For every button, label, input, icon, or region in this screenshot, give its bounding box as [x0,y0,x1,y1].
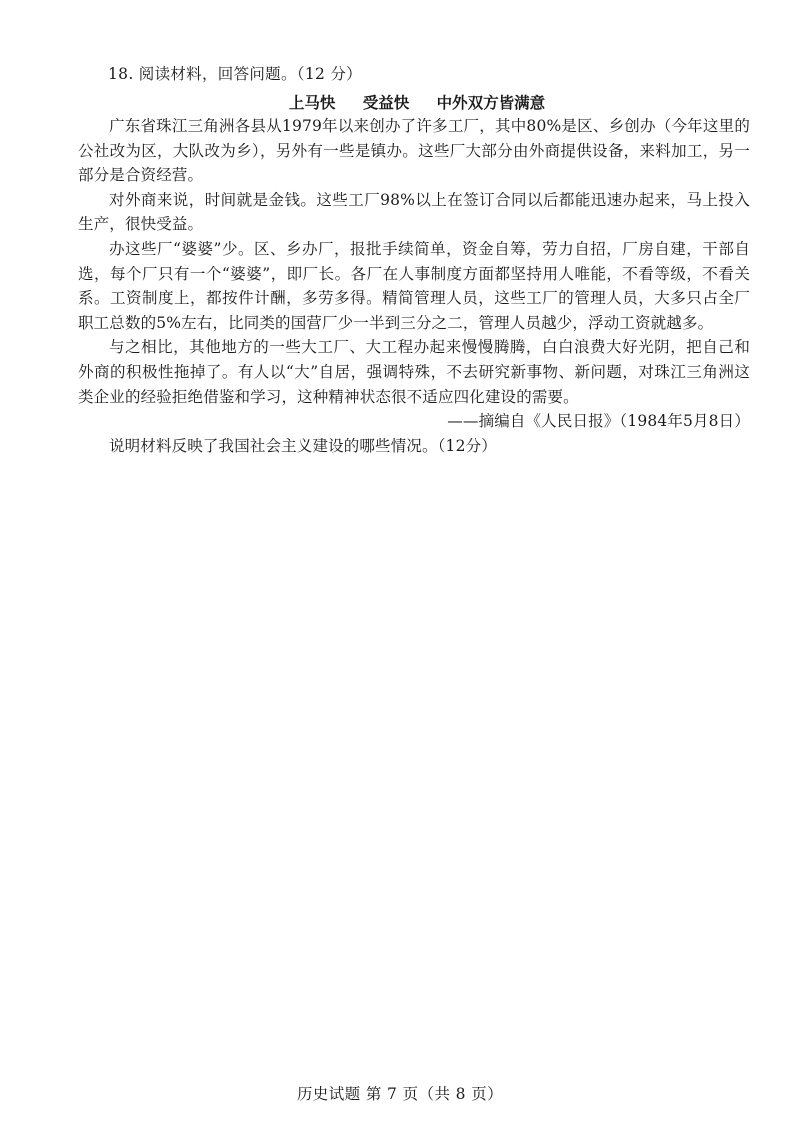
title-part-2: 受益快 [362,94,410,112]
question-prompt: 说明材料反映了我国社会主义建设的哪些情况。（12分） [109,436,497,455]
question-header: 18. 阅读材料，回答问题。（12 分） [108,65,362,83]
material-body [78,114,750,458]
material-source: ——摘编自《人民日报》（1984年5月8日） [447,412,750,431]
material-paragraph-4: 与之相比，其他地方的一些大工厂、大工程办起来慢慢腾腾，白白浪费大好光阴，把自己和外商的积极性拖掉了。有人以“大”自居，强调特殊，不去研究新事物、新问题，对珠江三角洲这类企业的经验拒绝借鉴和学习，这种精神状态很不适应四化建设的需要。 [78,338,750,406]
page-footer: 历史试题 第 7 页（共 8 页） [296,1085,504,1103]
title-part-1: 上马快 [288,94,336,112]
title-part-3: 中外双方皆满意 [436,94,546,112]
material-paragraph-1: 广东省珠江三角洲各县从1979年以来创办了许多工厂，其中80%是区、乡创办（今年这里的公社改为区，大队改为乡），另外有一些是镇办。这些厂大部分由外商提供设备，来料加工，另一部分是合资经营。 [78,117,750,185]
material-title [0,91,800,113]
material-paragraph-3: 办这些厂“婆婆”少。区、乡办厂，报批手续简单，资金自筹，劳力自招，厂房自建，干部自选，每个厂只有一个“婆婆”，即厂长。各厂在人事制度方面都坚持用人唯能，不看等级，不看关系。工资制度上，都按件计酬，多劳多得。精简管理人员，这些工厂的管理人员，大多只占全厂职工总数的5%左右，比同类的国营厂少一半到三分之二，管理人员越少，浮动工资就越多。 [78,239,750,332]
material-paragraph-2: 对外商来说，时间就是金钱。这些工厂98%以上在签订合同以后都能迅速办起来，马上投入生产，很快受益。 [78,190,750,234]
